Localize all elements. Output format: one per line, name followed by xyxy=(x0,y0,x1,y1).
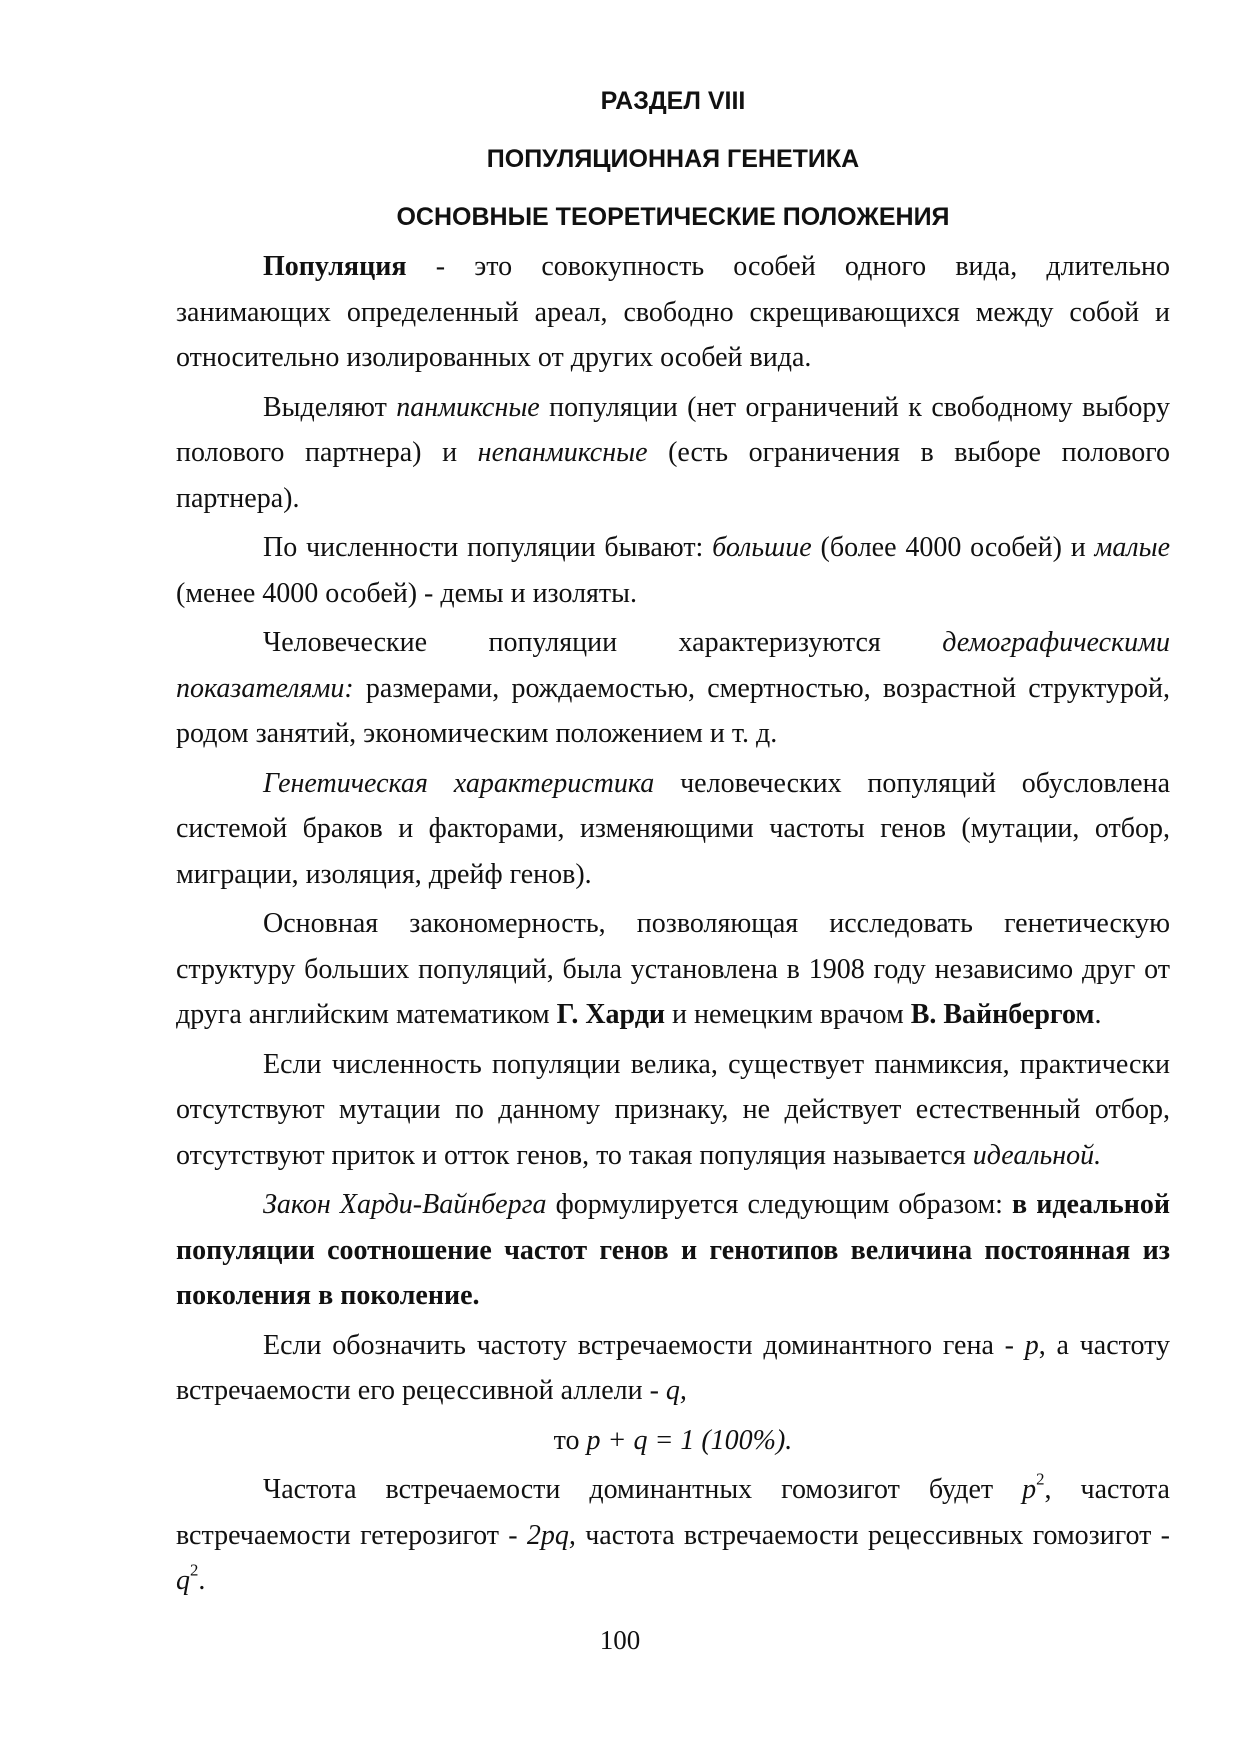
paragraph-hardy-weinberg-history xyxy=(176,901,1170,1038)
paragraph-text: По численности популяции бывают: xyxy=(263,532,713,563)
paragraph-hardy-weinberg-law xyxy=(176,1182,1170,1319)
symbol-p: p xyxy=(1022,1474,1037,1505)
term-population: Популяция xyxy=(263,251,407,282)
term-small: малые xyxy=(1094,532,1170,563)
formula-expression: p + q = 1 (100%). xyxy=(586,1424,793,1456)
paragraph-genotype-frequencies xyxy=(176,1467,1170,1604)
paragraph-text: , а частоту встречаемости его рецессивной аллели - xyxy=(176,1329,1170,1406)
term-non-panmictic: непанмиксные xyxy=(477,437,648,468)
paragraph-text: (есть ограничения в выборе полового партнера). xyxy=(176,437,1170,514)
name-hardy: Г. Харди xyxy=(556,999,666,1030)
paragraph-text: человеческих популяций обусловлена системой браков и факторами, изменяющими частоты генов (мутации, отбор, миграции, изоляция, дрейф генов). xyxy=(176,767,1171,890)
paragraph-population-size xyxy=(176,525,1170,616)
term-genetic-characteristic: Генетическая характеристика xyxy=(263,767,655,799)
paragraph-text: (менее 4000 особей) - демы и изоляты. xyxy=(176,577,637,609)
page-content xyxy=(176,86,1170,1608)
paragraph-text: формулируется следующим образом: xyxy=(546,1189,1013,1220)
paragraph-text: . xyxy=(1094,999,1102,1030)
formula-p-plus-q xyxy=(176,1418,1170,1464)
page-number: 100 xyxy=(599,1625,641,1655)
paragraph-text: Основная закономерность, позволяющая исследовать генетическую структуру больших популяций, была установлена в 1908 году независимо друг от друга английским математиком xyxy=(176,908,1170,1030)
term-demographic-indicators: демографическими показателями: xyxy=(176,627,1170,704)
paragraph-population-definition xyxy=(176,244,1170,381)
paragraph-text: Если обозначить частоту встречаемости доминантного гена - xyxy=(263,1329,1025,1361)
paragraph-text: и немецким врачом xyxy=(665,999,911,1030)
paragraph-ideal-population xyxy=(176,1042,1170,1179)
subtitle-heading: ОСНОВНЫЕ ТЕОРЕТИЧЕСКИЕ ПОЛОЖЕНИЯ xyxy=(396,203,950,231)
paragraph-allele-frequencies xyxy=(176,1323,1170,1414)
symbol-q: q xyxy=(176,1565,190,1596)
term-panmictic: панмиксные xyxy=(396,391,540,423)
paragraph-text: Человеческие популяции характеризуются xyxy=(263,627,943,658)
symbol-2pq: 2pq, xyxy=(526,1519,576,1551)
section-heading: РАЗДЕЛ VIII xyxy=(600,87,746,115)
formula-prefix: то xyxy=(553,1424,587,1456)
law-statement: в идеальной популяции соотношение частот генов и генотипов величина постоянная из поколения в поколение. xyxy=(176,1189,1171,1311)
term-large: большие xyxy=(712,532,812,563)
superscript: 2 xyxy=(190,1560,199,1580)
paragraph-genetic-characteristic xyxy=(176,761,1170,898)
paragraph-text: Если численность популяции велика, существует панмиксия, практически отсутствуют мутации по данному признаку, не действует естественный отбор, отсутствуют приток и отток генов, то такая популяция называется xyxy=(176,1048,1170,1171)
name-weinberg: В. Вайнбергом xyxy=(910,999,1095,1030)
paragraph-text: частота встречаемости рецессивных гомозигот - xyxy=(575,1519,1170,1551)
paragraph-text: популяции (нет ограничений к свободному выбору полового партнера) и xyxy=(176,391,1170,468)
term-hardy-weinberg-law: Закон Харди-Вайнберга xyxy=(263,1189,547,1220)
term-ideal: идеальной. xyxy=(972,1139,1102,1171)
topic-heading: ПОПУЛЯЦИОННАЯ ГЕНЕТИКА xyxy=(486,145,860,173)
paragraph-text: Выделяют xyxy=(263,391,397,423)
body-text xyxy=(176,244,1170,1604)
paragraph-text: размерами, рождаемостью, смертностью, возрастной структурой, родом занятий, экономическим положением и т. д. xyxy=(176,672,1170,749)
paragraph-text: (более 4000 особей) и xyxy=(811,532,1095,563)
paragraph-demographics xyxy=(176,620,1170,757)
paragraph-text: - это совокупность особей одного вида, длительно занимающих определенный ареал, свободно скрещивающихся между собой и относительно изолированных от других особей вида. xyxy=(176,251,1170,373)
paragraph-text: , частота встречаемости гетерозигот - xyxy=(176,1474,1170,1551)
paragraph-text: Частота встречаемости доминантных гомозигот будет xyxy=(263,1474,1023,1505)
symbol-p: p xyxy=(1024,1329,1039,1361)
symbol-q: q, xyxy=(665,1375,687,1406)
superscript: 2 xyxy=(1036,1469,1045,1489)
paragraph-text: . xyxy=(198,1565,206,1596)
paragraph-panmixia xyxy=(176,385,1170,522)
